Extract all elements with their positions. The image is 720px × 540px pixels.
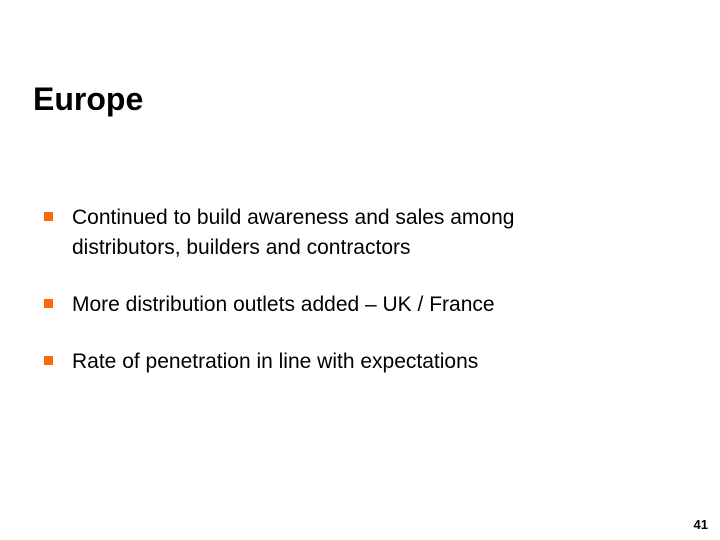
bullet-item [44, 290, 594, 320]
bullet-square-icon [44, 212, 53, 221]
slide-title: Europe [33, 81, 144, 117]
bullet-list [44, 203, 594, 404]
bullet-item [44, 203, 594, 263]
bullet-text: More distribution outlets added – UK / France [72, 293, 495, 316]
bullet-text: Rate of penetration in line with expectations [72, 350, 479, 373]
bullet-square-icon [44, 299, 53, 308]
bullet-square-icon [44, 356, 53, 365]
page-number: 41 [693, 517, 708, 532]
bullet-text: Continued to build awareness and sales among distributors, builders and contractors [72, 206, 515, 259]
bullet-item [44, 347, 594, 377]
